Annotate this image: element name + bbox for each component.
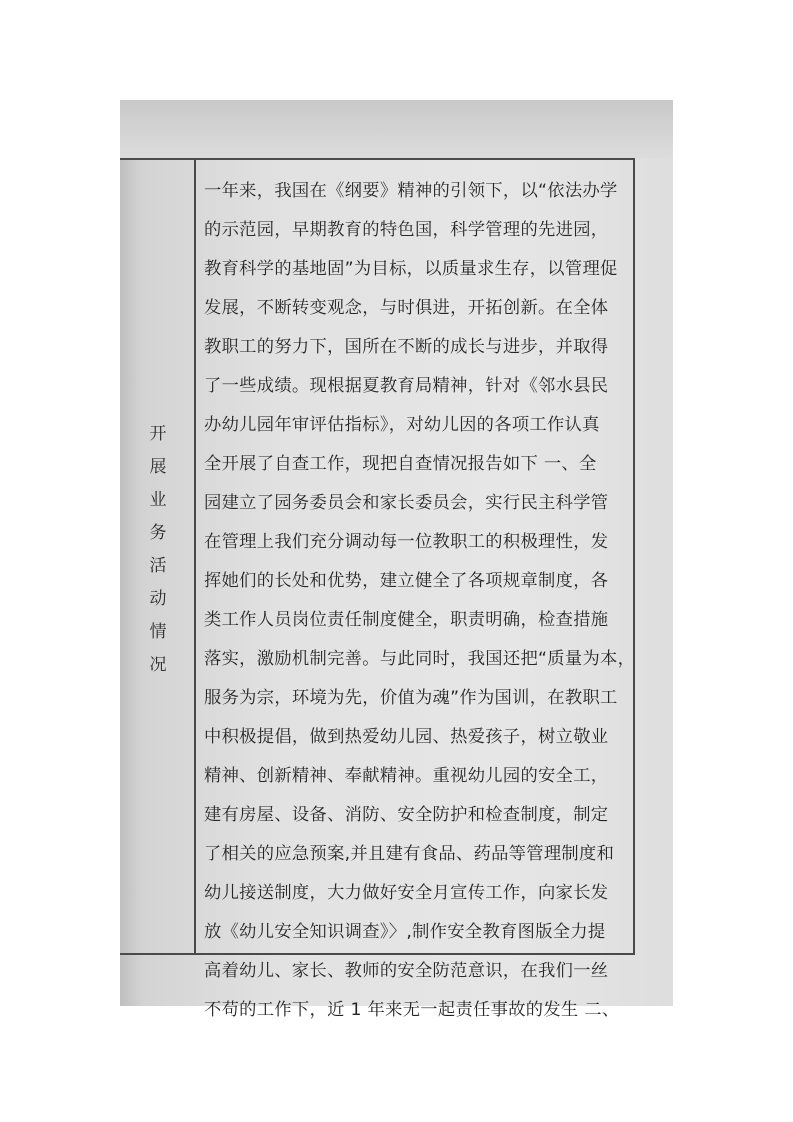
column-divider — [194, 160, 196, 953]
body-text-line: 一年来，我国在《纲要》精神的引领下，以“依法办学 — [204, 181, 618, 201]
body-text-line: 教职工的努力下，国所在不断的成长与进步，并取得 — [204, 337, 609, 357]
document-photo — [120, 100, 673, 1020]
body-text-line: 精神、创新精神、奉献精神。重视幼儿园的安全工， — [204, 766, 609, 786]
body-text-line: 建有房屋、设备、消防、安全防护和检查制度，制定 — [204, 805, 609, 825]
section-label-char: 业 — [149, 490, 167, 510]
body-text-line: 中积极提倡，做到热爱幼儿园、热爱孩子，树立敬业 — [204, 727, 609, 747]
report-table — [120, 158, 636, 1020]
body-text-line: 了相关的应急预案,并且建有食品、药品等管理制度和 — [204, 844, 615, 864]
section-label — [138, 418, 178, 682]
section-label-char: 展 — [149, 457, 167, 477]
body-text-line: 教育科学的基地固”为目标，以质量求生存，以管理促 — [204, 259, 618, 279]
body-text-line: 发展，不断转变观念，与时俱进，开拓创新。在全体 — [204, 298, 609, 318]
paper-margin — [120, 100, 673, 158]
body-text-line: 的示范园，早期教育的特色国，科学管理的先进园， — [204, 220, 609, 240]
section-label-char: 情 — [149, 622, 167, 642]
body-text-line: 高着幼儿、家长、教师的安全防范意识，在我们一丝 — [204, 961, 609, 981]
body-text-line: 在管理上我们充分调动每一位教职工的积极理性，发 — [204, 532, 609, 552]
body-text-line: 类工作人员岗位责任制度健全，职责明确，检查措施 — [204, 610, 609, 630]
section-label-char: 务 — [149, 523, 167, 543]
body-text-line: 幼儿接送制度，大力做好安全月宣传工作，向家长发 — [204, 883, 609, 903]
report-body — [204, 172, 636, 1030]
body-text-line: 落实，激励机制完善。与此同时，我国还把“质量为本， — [204, 649, 636, 669]
body-text-line: 放《幼儿安全知识调查》〉,制作安全教育图版全力提 — [204, 922, 606, 942]
section-label-char: 开 — [149, 424, 167, 444]
body-text-line: 了一些成绩。现根据夏教育局精神，针对《邻水县民 — [204, 376, 609, 396]
body-text-line: 办幼儿园年审评估指标》，对幼儿因的各项工作认真 — [204, 415, 600, 435]
body-text-line: 全开展了自查工作，现把自查情况报告如下 一、全 — [204, 454, 597, 474]
body-text-line: 园建立了园务委员会和家长委员会，实行民主科学管 — [204, 493, 609, 513]
body-text-line: 不苟的工作下，近 1 年来无一起责任事故的发生 二、 — [204, 1000, 620, 1020]
section-label-char: 况 — [149, 655, 167, 675]
section-label-char: 活 — [149, 556, 167, 576]
body-text-line: 服务为宗，环境为先，价值为魂”作为国训，在教职工 — [204, 688, 618, 708]
body-text-line: 挥她们的长处和优势，建立健全了各项规章制度，各 — [204, 571, 609, 591]
section-label-char: 动 — [149, 589, 167, 609]
